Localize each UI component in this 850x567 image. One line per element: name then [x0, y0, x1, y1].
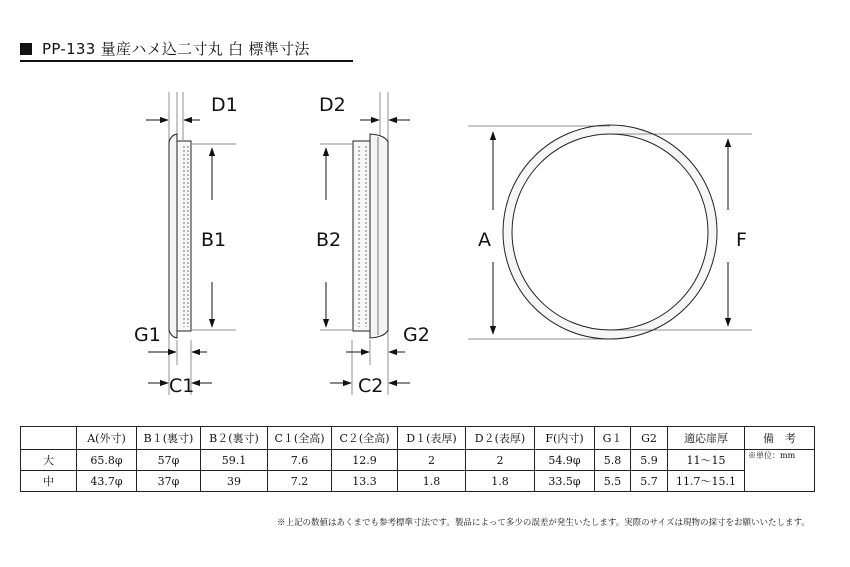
table-header-cell: A(外寸): [77, 427, 137, 450]
table-cell: 1.8: [398, 471, 466, 492]
label-d2: D2: [319, 94, 346, 116]
table-cell: 39: [201, 471, 268, 492]
table-cell: 2: [398, 450, 466, 471]
table-cell: 5.8: [595, 450, 631, 471]
table-header-cell: C２(全高): [332, 427, 398, 450]
table-cell: 7.2: [268, 471, 332, 492]
table-cell: 中: [21, 471, 77, 492]
table-row: [21, 450, 815, 471]
table-header-cell: D１(表厚): [398, 427, 466, 450]
spec-table: [20, 426, 815, 492]
table-header-cell: C１(全高): [268, 427, 332, 450]
table-header-cell: 適応扉厚: [668, 427, 745, 450]
table-cell: 5.7: [631, 471, 668, 492]
table-header-cell: F(内寸): [535, 427, 595, 450]
table-header-cell: D２(表厚): [466, 427, 535, 450]
table-cell: 65.8φ: [77, 450, 137, 471]
table-cell: 33.5φ: [535, 471, 595, 492]
table-header-cell: B２(裏寸): [201, 427, 268, 450]
table-cell: 1.8: [466, 471, 535, 492]
table-row: [21, 471, 815, 492]
table-cell: 大: [21, 450, 77, 471]
table-cell: 11.7〜15.1: [668, 471, 745, 492]
label-f: F: [736, 229, 747, 251]
front-view-ring: [468, 125, 752, 339]
table-header-cell: G１: [595, 427, 631, 450]
table-cell: 59.1: [201, 450, 268, 471]
table-header-cell: 備 考: [745, 427, 815, 450]
table-header-cell: [21, 427, 77, 450]
table-cell: 2: [466, 450, 535, 471]
table-cell: 5.9: [631, 450, 668, 471]
label-g1: G1: [134, 324, 161, 346]
title-text: PP-133 量産ハメ込二寸丸 白 標準寸法: [42, 40, 310, 58]
label-b2: B2: [316, 229, 342, 251]
label-c1: C1: [169, 375, 195, 397]
unit-note: ※単位：mm: [745, 450, 815, 492]
label-g2: G2: [403, 324, 430, 346]
label-a: A: [478, 229, 491, 251]
label-d1: D1: [211, 94, 238, 116]
table-header-cell: G2: [631, 427, 668, 450]
table-cell: 12.9: [332, 450, 398, 471]
table-header-row: [21, 427, 815, 450]
table-cell: 43.7φ: [77, 471, 137, 492]
label-b1: B1: [201, 229, 227, 251]
table-cell: 13.3: [332, 471, 398, 492]
table-header-cell: B１(裏寸): [137, 427, 201, 450]
table-cell: 54.9φ: [535, 450, 595, 471]
footnote: ※上記の数値はあくまでも参考標準寸法です。製品によって多少の誤差が発生いたします。実際のサイズは現物の採寸をお願いいたします。: [277, 518, 810, 528]
table-cell: 11〜15: [668, 450, 745, 471]
label-c2: C2: [358, 375, 384, 397]
table-cell: 57φ: [137, 450, 201, 471]
table-cell: 37φ: [137, 471, 201, 492]
table-cell: 7.6: [268, 450, 332, 471]
table-cell: 5.5: [595, 471, 631, 492]
